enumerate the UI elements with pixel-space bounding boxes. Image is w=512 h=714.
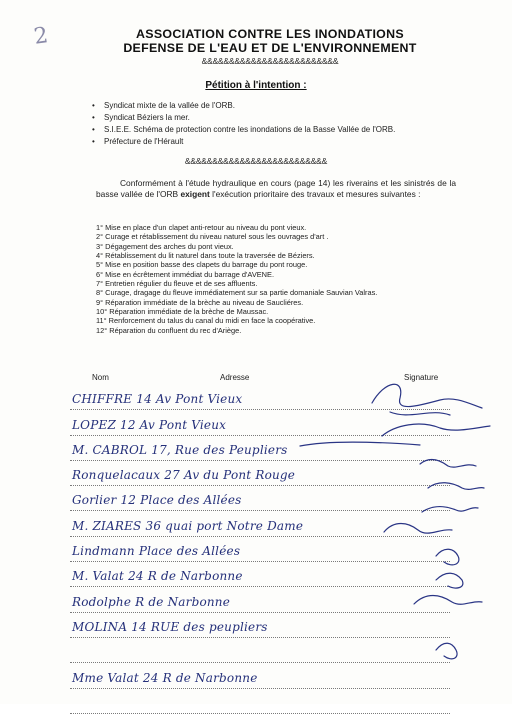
- petition-heading: Pétition à l'intention :: [205, 80, 307, 91]
- signature-row: [70, 587, 450, 612]
- signature-table: [70, 385, 450, 714]
- measure-item: 11° Renforcement du talus du canal du midi en face la coopérative.: [96, 316, 316, 326]
- signature-row: [70, 486, 450, 511]
- title-line-1: ASSOCIATION CONTRE LES INONDATIONS: [136, 27, 404, 41]
- signature-row: [70, 638, 450, 663]
- measure-item: 5° Mise en position basse des clapets du barrage du pont rouge.: [96, 260, 308, 270]
- recipient-item: • Préfecture de l'Hérault: [92, 136, 395, 148]
- measure-item: 10° Réparation immédiate de la brèche de Maussac.: [96, 307, 269, 317]
- signature-row: [70, 385, 450, 410]
- measure-item: 6° Mise en écrêtement immédiat du barrage d'AVENE.: [96, 269, 274, 279]
- signature-row: [70, 613, 450, 638]
- signature-row: [70, 511, 450, 536]
- signature-row: [70, 436, 450, 461]
- signatory-entry: Ronquelacaux 27 Av du Pont Rouge: [72, 468, 296, 483]
- signatory-entry: M. Valat 24 R de Narbonne: [72, 569, 243, 584]
- signatory-entry: M. CABROL 17, Rue des Peupliers: [72, 442, 288, 457]
- measure-item: 7° Entretien régulier du fleuve et de ses affluents.: [96, 279, 258, 289]
- intro-text-after: l'exécution prioritaire des travaux et mesures suivantes :: [212, 189, 421, 200]
- recipient-list: [92, 100, 395, 148]
- association-title: [90, 27, 450, 67]
- intro-emphasis: exigent: [180, 189, 210, 200]
- signatory-entry: M. ZIARES 36 quai port Notre Dame: [72, 518, 304, 533]
- signature-row: [70, 410, 450, 435]
- signature-row: [70, 461, 450, 486]
- recipient-item: • S.I.E.E. Schéma de protection contre les inondations de la Basse Vallée de l'ORB.: [92, 124, 395, 136]
- measure-item: 2° Curage et rétablissement du niveau naturel sous les ouvrages d'art .: [96, 232, 329, 242]
- section-separator: &&&&&&&&&&&&&&&&&&&&&&&&&&: [184, 156, 328, 166]
- measures-list: [96, 223, 377, 335]
- handwritten-page-number: 2: [32, 23, 50, 50]
- measure-item: 9° Réparation immédiate de la brèche au niveau de Saucliéres.: [96, 297, 304, 307]
- title-line-2: DEFENSE DE L'EAU ET DE L'ENVIRONNEMENT: [123, 41, 417, 55]
- signatory-entry: MOLINA 14 RUE des peupliers: [72, 619, 268, 634]
- measure-item: 4° Rétablissement du lit naturel dans toute la traversée de Béziers.: [96, 251, 315, 261]
- measure-item: 12° Réparation du confluent du rec d'Ariège.: [96, 325, 242, 335]
- signature-row: [70, 537, 450, 562]
- measure-item: 8° Curage, dragage du fleuve immédiatement sur sa partie domaniale Sauvian Valras.: [96, 288, 378, 298]
- signature-row: [70, 562, 450, 587]
- intro-text-before: Conformément à l'étude hydraulique en cours (page 14) les riverains et les sinistrés de la basse vallée de l'ORB: [96, 178, 456, 200]
- signatory-entry: Lindmann Place des Allées: [72, 544, 241, 559]
- signatory-entry: LOPEZ 12 Av Pont Vieux: [72, 417, 227, 432]
- header-signature: Signature: [404, 373, 439, 382]
- header-name: Nom: [92, 373, 109, 382]
- measure-item: 1° Mise en place d'un clapet anti-retour au niveau du pont vieux.: [96, 223, 307, 232]
- measure-item: 3° Dégagement des arches du pont vieux.: [96, 241, 234, 251]
- intro-paragraph: [96, 178, 456, 201]
- signatory-entry: Gorlier 12 Place des Allées: [72, 493, 242, 508]
- title-separator: &&&&&&&&&&&&&&&&&&&&&&&&&: [201, 56, 339, 66]
- signatory-entry: Mme Valat 24 R de Narbonne: [72, 670, 258, 685]
- recipient-item: • Syndicat mixte de la vallée de l'ORB.: [92, 100, 395, 112]
- recipient-item: • Syndicat Béziers la mer.: [92, 112, 395, 124]
- signature-row: [70, 663, 450, 688]
- signatory-entry: Rodolphe R de Narbonne: [72, 594, 231, 609]
- signatory-entry: CHIFFRE 14 Av Pont Vieux: [72, 392, 243, 407]
- header-address: Adresse: [220, 373, 250, 382]
- signature-row: [70, 689, 450, 714]
